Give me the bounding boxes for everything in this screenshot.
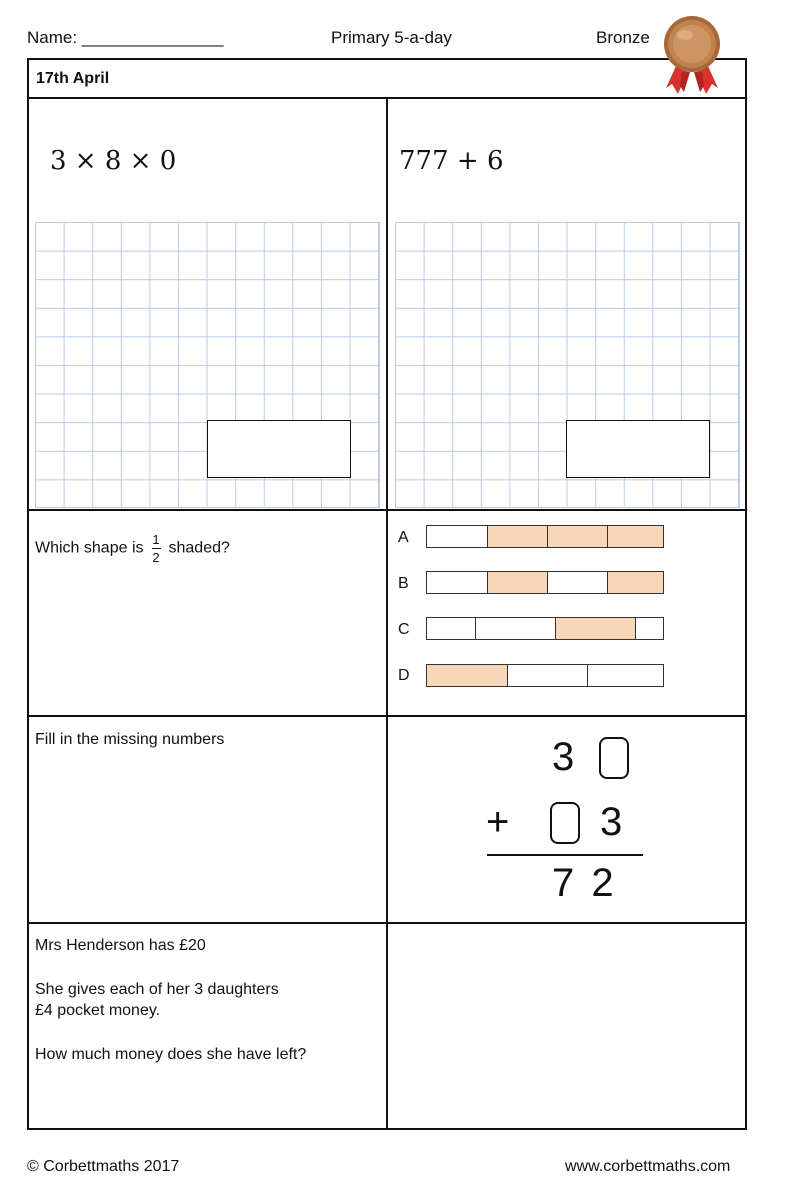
question-3-text [35,532,230,565]
name-field-label: Name: _______________ [27,28,224,47]
question-5-line-1: Mrs Henderson has £20 [35,937,206,954]
answer-box-1[interactable] [207,420,351,478]
fraction-denominator: 2 [152,550,160,565]
option-b-segment [487,572,547,593]
option-b-shape[interactable] [426,571,664,594]
level-label: Bronze [596,28,650,47]
copyright-text: © Corbettmaths 2017 [27,1158,180,1175]
date-label: 17th April [36,70,110,87]
option-a-segment [607,526,663,547]
option-d-segment [507,665,587,686]
half-fraction [152,532,161,565]
sum-result: 7 2 [552,861,614,905]
answer-box-2[interactable] [566,420,710,478]
option-a-segment [487,526,547,547]
option-d-segment [587,665,663,686]
option-b-segment [427,572,487,593]
question-5-line-3: £4 pocket money. [35,1002,161,1019]
missing-digit-box-2[interactable] [550,802,580,844]
option-a-label: A [398,529,409,546]
question-3-text-after: shaded? [168,539,230,557]
option-d-segment [427,665,507,686]
option-c-shape[interactable] [426,617,664,640]
bronze-medal-icon [660,14,724,96]
worksheet-frame [27,58,747,1130]
question-3-text-before: Which shape is [35,539,144,557]
addend-2-ones: 3 [600,800,623,844]
option-d-label: D [398,667,410,684]
option-c-segment [635,618,663,639]
option-d-shape[interactable] [426,664,664,687]
sum-line [487,854,643,856]
option-a-segment [427,526,487,547]
option-b-segment [547,572,607,593]
missing-digit-box-1[interactable] [599,737,629,779]
plus-sign: + [486,800,510,844]
addend-1-tens: 3 [552,735,575,779]
question-4-text: Fill in the missing numbers [35,731,225,748]
option-c-label: C [398,621,410,638]
question-1-expression: 3 × 8 × 0 [50,146,177,176]
question-5-line-2: She gives each of her 3 daughters [35,981,279,998]
option-a-shape[interactable] [426,525,664,548]
website-link[interactable]: www.corbettmaths.com [565,1158,731,1175]
option-c-segment [475,618,555,639]
option-c-segment [555,618,635,639]
page-title: Primary 5-a-day [331,28,452,47]
option-c-segment [427,618,475,639]
option-b-segment [607,572,663,593]
fraction-numerator: 1 [152,532,160,547]
option-a-segment [547,526,607,547]
question-5-line-4: How much money does she have left? [35,1046,307,1063]
question-2-expression: 777 + 6 [399,146,504,176]
option-b-label: B [398,575,409,592]
